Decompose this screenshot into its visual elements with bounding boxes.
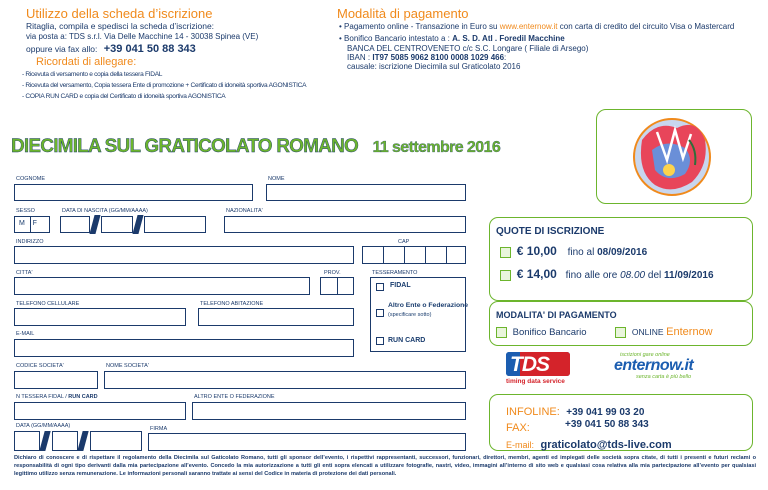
date-separator	[89, 215, 100, 234]
quote2-price: € 14,00	[516, 267, 557, 281]
nome-field[interactable]	[266, 184, 466, 201]
tds-logo	[506, 352, 576, 390]
nazionalita-label: NAZIONALITA'	[226, 208, 263, 214]
iban-label: IBAN :	[347, 53, 371, 62]
indirizzo-field[interactable]	[14, 246, 354, 264]
data-nascita-label: DATA DI NASCITA (GG/MM/AAAA)	[62, 208, 148, 214]
fax-contact-number: +39 041 50 88 343	[565, 419, 649, 430]
quote2-del: del	[647, 270, 662, 281]
quote2-time: 08.00	[620, 270, 646, 281]
tel-abit-field[interactable]	[198, 308, 354, 326]
event-logo	[596, 109, 752, 204]
citta-label: CITTA'	[16, 270, 33, 276]
nome-label: NOME	[268, 176, 285, 182]
fidal-label: FIDAL	[390, 282, 411, 289]
usage-line2: via posta a: TDS s.r.l. Via Delle Macchine 14 - 30038 Spinea (VE)	[26, 32, 259, 41]
tel-abit-label: TELEFONO ABITAZIONE	[200, 301, 264, 307]
altro-ente-label: Altro Ente o Federazione	[388, 302, 469, 309]
cap-field[interactable]	[362, 246, 466, 264]
nome-societa-field[interactable]	[104, 371, 466, 389]
nazionalita-field[interactable]	[224, 216, 466, 233]
disclaimer: Dichiaro di conoscere e di rispettare il regolamento della Diecimila sul Gaticolato Romano, tutti gli sponsor dell’evento, i rispettivi rappresentanti, successori, funzionari, direttori, membri, agenti ed impiegati delle società sopra citate, di tutti i presenti e futuri reclami o responsabilità di ogni tipo derivanti dalla mia partecipazione all’evento. Concedo la mia autorizzazione a tutti gli enti sopra elencati a utilizzare fotografie, nastri, video, immagini all’interno di sito web e qualsiasi cosa relativa alla mia partecipazione all’evento per qualsiasi legittimo utilizzo senza remunerazione. Le informazioni personali saranno trattate ai sensi del Codice in materia di protezione dei dati personali.	[14, 455, 756, 477]
tds-subtitle: timing data service	[506, 378, 565, 385]
quote1-price: € 10,00	[516, 244, 557, 258]
iban: IT97 5085 9062 8100 0008 1029 466	[372, 53, 505, 62]
codice-societa-field[interactable]	[14, 371, 98, 389]
quote1-checkbox[interactable]	[500, 247, 511, 258]
date-separator	[77, 431, 88, 451]
tel-cell-field[interactable]	[14, 308, 186, 326]
usage-line1: Ritaglia, compila e spedisci la scheda d’iscrizione:	[26, 21, 215, 31]
enternow-tagline: iscrizioni gare online	[620, 352, 670, 358]
enternow-link[interactable]: www.enternow.it	[499, 22, 558, 31]
allegare-item: - COPIA RUN CARD e copia del Certificato di idoneità sportiva AGONISTICA	[22, 93, 226, 100]
cognome-field[interactable]	[14, 184, 253, 201]
fidal-checkbox[interactable]	[376, 283, 384, 291]
codice-societa-label: CODICE SOCIETA'	[16, 363, 64, 369]
firma-field[interactable]	[148, 433, 466, 451]
sesso-f[interactable]: F	[32, 220, 37, 227]
contact-box	[489, 394, 753, 451]
sign-month-field[interactable]	[52, 431, 78, 451]
online-label: ONLINE	[631, 327, 664, 337]
modalita-title: MODALITA' DI PAGAMENTO	[496, 310, 617, 320]
quote-box	[489, 217, 753, 301]
enternow-label: Enternow	[666, 326, 713, 338]
event-title-row	[11, 136, 500, 158]
cognome-label: COGNOME	[16, 176, 46, 182]
bank-name: BANCA DEL CENTROVENETO c/c S.C. Longare ( Filiale di Arsego)	[347, 44, 589, 53]
sesso-m[interactable]: M	[19, 220, 25, 227]
quote2-checkbox[interactable]	[500, 270, 511, 281]
online-checkbox[interactable]	[615, 327, 626, 338]
event-date: 11 settembre 2016	[372, 139, 501, 156]
prov-label: PROV.	[324, 270, 341, 276]
sesso-label: SESSO	[16, 208, 35, 214]
payment-online-text: Pagamento online - Transazione in Euro su	[344, 22, 498, 31]
quote-title: QUOTE DI ISCRIZIONE	[496, 226, 605, 237]
allegare-title: Ricordati di allegare:	[36, 56, 137, 68]
allegare-item: - Ricevuta di versamento e copia della tessera FIDAL	[22, 71, 163, 78]
firma-label: FIRMA	[150, 426, 168, 432]
bonifico-label: Bonifico Bancario	[512, 327, 587, 338]
email-contact[interactable]: graticolato@tds-live.com	[540, 439, 672, 451]
usage-section	[22, 6, 336, 102]
n-tessera-field[interactable]	[14, 402, 186, 420]
nome-societa-label: NOME SOCIETA'	[106, 363, 149, 369]
fax-number: +39 041 50 88 343	[103, 43, 196, 55]
email-field[interactable]	[14, 339, 354, 357]
tesseramento-label: TESSERAMENTO	[372, 270, 418, 276]
date-separator	[132, 215, 143, 234]
quote2-text: fino alle ore	[565, 270, 618, 281]
infoline-label: INFOLINE:	[506, 406, 560, 418]
quote2-date: 11/09/2016	[664, 270, 714, 281]
infoline-number: +39 041 99 03 20	[566, 407, 645, 418]
allegare-item: - Ricevuta del versamento, Copia tessera Ente di promozione + Certificato di idoneità sportiva AGONISTICA	[22, 82, 307, 89]
bonifico-text: Bonifico Bancario intestato a :	[344, 34, 450, 43]
sign-year-field[interactable]	[90, 431, 142, 451]
n-tessera-label: N TESSERA FIDAL / RUN CARD	[16, 394, 98, 400]
causale: causale: iscrizione Diecimila sul Graticolato 2016	[347, 62, 521, 71]
bonifico-checkbox[interactable]	[496, 327, 507, 338]
enternow-wordmark: enternow.it	[614, 357, 694, 374]
altro-ente-fed-field[interactable]	[192, 402, 466, 420]
date-separator	[39, 431, 50, 451]
indirizzo-label: INDIRIZZO	[16, 239, 44, 245]
email-contact-label: E-mail:	[506, 440, 535, 450]
enternow-logo	[614, 352, 744, 390]
birth-day-field[interactable]	[60, 216, 90, 233]
usage-title: Utilizzo della scheda d’iscrizione	[26, 6, 213, 21]
birth-year-field[interactable]	[144, 216, 206, 233]
birth-month-field[interactable]	[101, 216, 133, 233]
run-card-checkbox[interactable]	[376, 337, 384, 345]
quote1-text: fino al	[567, 247, 595, 258]
fax-contact-label: FAX:	[506, 422, 530, 434]
enternow-subtitle: senza carta è più bello	[636, 374, 692, 380]
bonifico-owner: A. S. D. Atl . Foredil Macchine	[452, 34, 565, 43]
event-title: DIECIMILA SUL GRATICOLATO ROMANO	[11, 136, 358, 157]
payment-section: Modalità di pagamento • Pagamento online - Transazione in Euro su www.enternow.it con carta di credito del circuito Visa o Mastercard • Bonifico Bancario intestato a : A. S. D. Atl . Foredil Macchine BANCA DEL CENTROVENETO c/c S.C. Longare ( Filiale di Arsego) IBAN : IT97 5085 9062 8100 0008 1029 466: causale: iscrizione Diecimila sul Graticolato 2016	[337, 6, 757, 71]
tel-cell-label: TELEFONO CELLULARE	[16, 301, 80, 307]
sesso-field[interactable]	[14, 216, 50, 233]
fax-label: oppure via fax allo:	[26, 44, 98, 54]
tds-text: TDS	[510, 353, 549, 376]
sign-day-field[interactable]	[14, 431, 40, 451]
cap-label: CAP	[398, 239, 410, 245]
data-label: DATA (GG/MM/AAAA)	[16, 423, 71, 429]
citta-field[interactable]	[14, 277, 310, 295]
run-card-label: RUN CARD	[388, 337, 426, 344]
specificare-label: (specificare sotto)	[388, 312, 432, 318]
altro-ente-checkbox[interactable]	[376, 309, 384, 317]
altro-ente-fed-label: ALTRO ENTE O FEDERAZIONE	[194, 394, 275, 400]
payment-title: Modalità di pagamento	[337, 6, 469, 21]
payment-online-text2: con carta di credito del circuito Visa o Mastercard	[559, 22, 735, 31]
modalita-box	[489, 301, 753, 346]
quote1-date: 08/09/2016	[597, 247, 648, 258]
email-label: E-MAIL	[16, 331, 35, 337]
